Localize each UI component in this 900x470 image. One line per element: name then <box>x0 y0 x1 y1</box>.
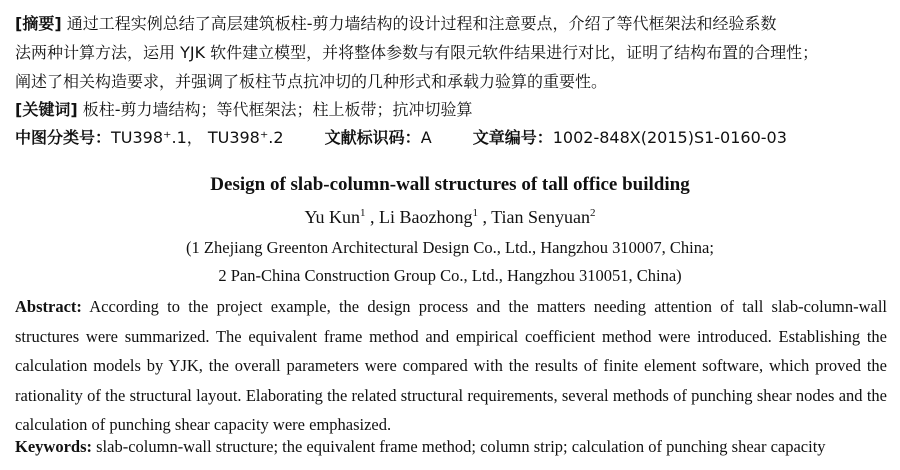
article-number-item <box>473 128 787 147</box>
en-abstract <box>15 292 887 440</box>
author-name: Li Baozhong <box>379 207 473 227</box>
author-affiliation-mark: 1 <box>360 207 366 219</box>
affiliation-2: 2 Pan-China Construction Group Co., Ltd., Hangzhou 310051, China) <box>218 266 682 285</box>
cn-keywords-text: 板柱-剪力墙结构；等代框架法；柱上板带；抗冲切验算 <box>82 100 473 119</box>
cn-abstract-label: [摘要] <box>15 14 62 33</box>
clc-item <box>15 128 289 147</box>
author-affiliation-mark: 1 <box>472 207 478 219</box>
author-name: Yu Kun <box>304 207 360 227</box>
cn-abstract-line-1 <box>15 13 777 35</box>
clc-label: 中图分类号： <box>15 128 112 147</box>
doc-code-value: A <box>420 128 432 147</box>
en-abstract-label: Abstract: <box>15 297 82 316</box>
affiliation-1: (1 Zhejiang Greenton Architectural Design Co., Ltd., Hangzhou 310007, China; <box>186 238 714 257</box>
article-number-label: 文章编号： <box>472 128 553 147</box>
cn-abstract-line-2: 法两种计算方法，运用 YJK 软件建立模型，并将整体参数与有限元软件结果进行对比，证明了结构布置的合理性； <box>15 43 819 62</box>
author-name: Tian Senyuan <box>491 207 591 227</box>
clc-value: TU398⁺.1， TU398⁺.2 <box>111 128 284 147</box>
en-keywords-label: Keywords: <box>15 437 92 456</box>
en-abstract-text: According to the project example, the design process and the matters needing attention of tall slab-column-wall structures were summarized. The equivalent frame method and empirical coefficient method were introduced. Establishing the calculation models by YJK, the overall parameters were compared with the results of finite element software, which proved the rationality of the structural layout. Elaborating the related structural requirements, several methods of punching shear nodes and the calculation of punching shear capacity were emphasized. <box>15 297 887 434</box>
en-keywords-text: slab-column-wall structure; the equivalent frame method; column strip; calculation of punching shear capacity <box>96 437 826 456</box>
cn-abstract-text-1: 通过工程实例总结了高层建筑板柱-剪力墙结构的设计过程和注意要点，介绍了等代框架法和经验系数 <box>66 14 777 33</box>
article-number-value: 1002-848X(2015)S1-0160-03 <box>552 128 787 147</box>
classification-line <box>15 127 787 149</box>
paper-title: Design of slab-column-wall structures of tall office building <box>210 174 690 195</box>
cn-abstract-line-3: 阐述了相关构造要求，并强调了板柱节点抗冲切的几种形式和承载力验算的重要性。 <box>15 72 608 91</box>
doc-code-item <box>325 128 437 147</box>
author-separator: , <box>477 207 492 227</box>
en-keywords <box>15 436 895 458</box>
doc-code-label: 文献标识码： <box>324 128 421 147</box>
cn-keywords-label: [关键词] <box>15 100 78 119</box>
author-affiliation-mark: 2 <box>590 207 596 219</box>
cn-keywords <box>15 99 473 121</box>
author-separator: , <box>365 207 379 227</box>
author-list <box>0 205 900 229</box>
